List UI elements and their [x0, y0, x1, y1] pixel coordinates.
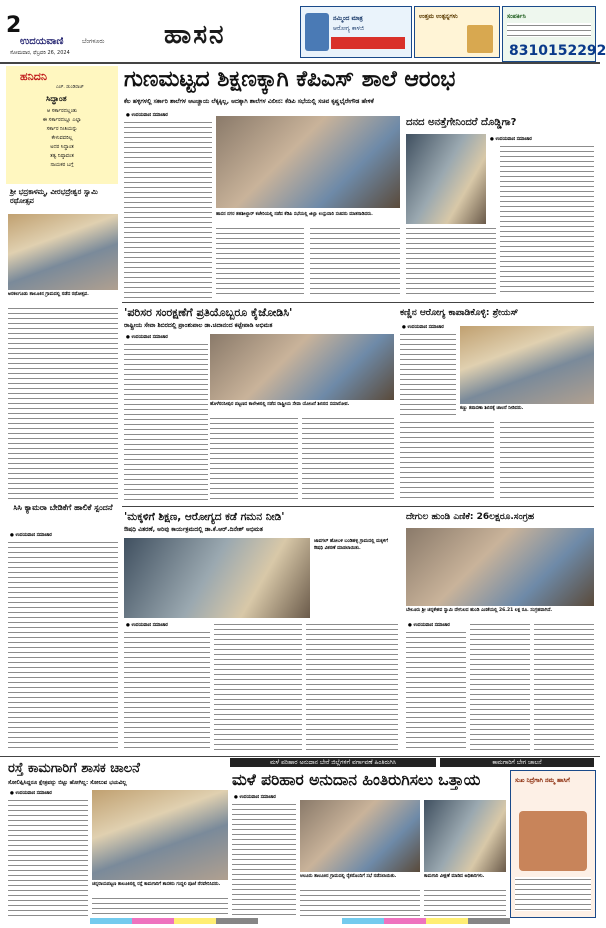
road-headline: ರಸ್ತೆ ಕಾಮಗಾರಿಗೆ ಶಾಸಕ ಚಾಲನೆ	[8, 761, 140, 776]
ad-text-1: ನಮ್ಮಿಂದ ಮಾತ್ರ	[333, 15, 363, 22]
money-body-col1	[406, 226, 496, 298]
edition-name: ಬೆಂಗಳೂರು	[82, 38, 105, 45]
poem-title: ಸಿದ್ಧಾಂತ	[46, 94, 67, 103]
divider-3	[0, 756, 600, 757]
temple-caption: ಅರಕಲಗೂಡು ತಾಲೂಕಿನ ಗ್ರಾಮದಲ್ಲಿ ನಡೆದ ರಥೋತ್ಸವ.	[8, 292, 89, 297]
divider-2	[122, 506, 594, 507]
road-subhead: ಸೋಲಿಪ್ಪಿಸಿದ್ದರೂ ಕ್ಷೇತ್ರವನ್ನು ಬಿಟ್ಟು ಹೋಗಿಲ್ಲ: ಸೋಲುವ ಭಯವಿಲ್ಲ	[8, 780, 127, 786]
cc-byline: ● ಉದಯವಾಣಿ ಸಮಾಚಾರ	[10, 533, 52, 538]
lead-subhead: ಕೆಲ ಹಳ್ಳಿಗಳಲ್ಲಿ ಸರ್ಕಾರಿ ಶಾಲೆಗಳ ಆಟಚ್ಚಾಯ ಲೆಕ್ಕಕ್ಕಿಲ್ಲ, ಅದಕ್ಕಾಗಿ ಶಾಲೆಗಳ ವಿಲೀನ: ಕೆಡಿಪಿ ಸಭೆಯಲ್ಲಿ ಸಚಿವ ಕೃಷ್ಣಭೈರೇಗೌಡ ಹೇಳಿಕೆ	[124, 98, 374, 105]
lead-headline: ಗುಣಮಟ್ಟದ ಶಿಕ್ಷಣಕ್ಕಾಗಿ ಕೆಪಿಎಸ್ ಶಾಲೆ ಆರಂಭ	[124, 67, 456, 92]
eye-headline: ಕಣ್ಣಿನ ಆರೋಗ್ಯ ಕಾಪಾಡಿಕೊಳ್ಳಿ: ಶ್ರೇಯಸ್	[400, 308, 519, 318]
lead-caption: ಹಾಸನ ನಗರ ತಹಶೀಲ್ದಾರ್ ಕಚೇರಿಯಲ್ಲಿ ನಡೆದ ಕೆಡಿಪಿ ಸಭೆಯಲ್ಲಿ ಜಿಲ್ಲಾ ಉಸ್ತುವಾರಿ ಸಚಿವರು ಮಾತನಾಡಿದರು.	[216, 212, 373, 217]
poem-line-1: ಆ ಸರ್ಕಾರದಲ್ಲಂತು	[46, 108, 78, 114]
hundi-body-col2	[470, 622, 530, 752]
poem-line-4: ಕೇಳುವವರಿಲ್ಲ	[51, 135, 73, 141]
column-byline: ಎಚ್. ಡುಂಡಿರಾಜ್	[56, 85, 84, 90]
temple-headline: ಶ್ರೀ ಭದ್ರಕಾಳಮ್ಮ, ವೀರಭದ್ರೇಶ್ವರ ಸ್ವಾಮಿ ರಥೋತ್ಸವ	[10, 188, 98, 205]
children-photo	[124, 538, 310, 618]
hundi-body-col3	[534, 622, 594, 752]
masthead	[0, 0, 606, 60]
temple-photo	[8, 214, 118, 290]
hundi-photo	[406, 528, 594, 606]
section-title: ಹಾಸನ	[164, 20, 226, 50]
children-photo-caption: ಜಾವಗಲ್ ಹೋಬಳಿ ಬಂಡಿಹಳ್ಳಿ ಗ್ರಾಮದಲ್ಲಿ ಮಕ್ಕಳಿಗೆ ಔಷಧಿ ವಿತರಣೆ ಮಾಡಲಾಯಿತು.	[314, 539, 388, 551]
page-number: 2	[6, 13, 22, 38]
top-ad-product	[414, 6, 500, 58]
hundi-body-col1	[406, 630, 466, 752]
poem-line-2: ಈ ಸರ್ಕಾರದಲ್ಲೂ ಎಲ್ಲಾ	[42, 117, 82, 123]
cc-body	[8, 540, 118, 750]
children-body-col2	[214, 622, 302, 752]
poem-line-5: ಅದರ ಸಿದ್ಧಾಂತ	[50, 144, 74, 150]
ad-text-3: ಉತ್ತಮ ಉತ್ಪನ್ನಗಳು	[419, 13, 458, 20]
cc-headline: ಸಿಸಿ ಕ್ಯಾಮರಾ ಬೇಡಿಕೆಗೆ ಹಾಲಿಕೆ ಸ್ಪಂದನೆ	[13, 503, 113, 512]
lead-body-col2	[216, 226, 304, 298]
hundi-headline: ದೇಗುಲ ಹುಂಡಿ ಎಣಿಕೆ: 26ಲಕ್ಷರೂ.ಸಂಗ್ರಹ	[406, 512, 535, 522]
masthead-rule	[0, 62, 600, 64]
ad-product-image	[467, 25, 493, 53]
eye-body-col2	[400, 420, 494, 502]
lead-photo	[216, 116, 400, 208]
rain-kicker: ಮಳೆ ಪರಿಹಾರ ಅನುದಾನ ಬೇರೆ ಜಿಲ್ಲೆಗಳಿಗೆ ವರ್ಗಾವಣೆ ಹಿಂತಿರುಗಿಸಿ	[230, 758, 436, 767]
environment-caption: ಹೊಳೆನರಸೀಪುರ ಪಟ್ಟಣದ ಕಾಲೇಜಿನಲ್ಲಿ ನಡೆದ ರಾಷ್ಟ್ರೀಯ ಸೇವಾ ಯೋಜನೆ ಶಿಬಿರದ ಸಮಾರೋಪ.	[210, 402, 350, 407]
bottom-right-ad	[510, 770, 596, 918]
eye-byline: ● ಉದಯವಾಣಿ ಸಮಾಚಾರ	[402, 325, 444, 330]
rain-body-col1	[232, 802, 296, 916]
money-photo	[406, 134, 486, 224]
eye-body-col3	[500, 420, 594, 502]
lead-byline: ● ಉದಯವಾಣಿ ಸಮಾಚಾರ	[126, 113, 168, 118]
ad-text-4: ಸಂಪರ್ಕಿಸಿ	[507, 13, 526, 20]
children-subhead: ಔಷಧಿ ವಿತರಣೆ, ಅರಿವು ಕಾರ್ಯಕ್ರಮದಲ್ಲಿ ಡಾ.ಕೆ.ಆರ್.ದಿನೇಶ್ ಅಭಿಮತ	[124, 526, 263, 533]
lead-body-col1	[124, 120, 212, 298]
top-ad-health	[300, 6, 412, 58]
paper-name: ಉದಯವಾಣಿ	[20, 36, 64, 47]
rain-photo-2	[424, 800, 506, 872]
rain-caption-2: ಕಾಮಗಾರಿ ವೀಕ್ಷಣೆ ಮಾಡಿದ ಅಧಿಕಾರಿಗಳು.	[424, 874, 485, 879]
children-body-col1	[124, 630, 210, 752]
eye-body-col1	[400, 332, 456, 416]
divider-1	[122, 302, 594, 303]
environment-body-col3	[302, 416, 394, 502]
ad-bottom-text: ಸುಖ ನಿದ್ರೆಗಾಗಿ ನಮ್ಮ ಹಾಸಿಗೆ	[515, 777, 570, 784]
poem-line-6: ತತ್ವ ನಿಷ್ಠಾವಂತ	[50, 153, 74, 159]
road-photo	[92, 790, 228, 880]
ad-icon	[305, 13, 329, 51]
temple-body	[8, 306, 118, 500]
registration-bar	[90, 918, 510, 924]
environment-headline: 'ಪರಿಸರ ಸಂರಕ್ಷಣೆಗೆ ಪ್ರತಿಯೊಬ್ಬರೂ ಕೈಜೋಡಿಸಿ'	[124, 306, 293, 319]
road-caption: ಚನ್ನರಾಯಪಟ್ಟಣ ತಾಲೂಕಿನಲ್ಲಿ ರಸ್ತೆ ಕಾಮಗಾರಿಗೆ ಶಾಸಕರು ಗುದ್ದಲಿ ಪೂಜೆ ನೆರವೇರಿಸಿದರು.	[92, 882, 221, 887]
environment-byline: ● ಉದಯವಾಣಿ ಸಮಾಚಾರ	[126, 335, 168, 340]
column-name: ಹನಿದನಿ	[20, 70, 47, 83]
eye-photo	[460, 326, 594, 404]
hundi-byline: ● ಉದಯವಾಣಿ ಸಮಾಚಾರ	[408, 623, 450, 628]
children-body-col3	[306, 622, 398, 752]
environment-body-col2	[210, 416, 298, 502]
rain-headline: ಮಳೆ ಪರಿಹಾರ ಅನುದಾನ ಹಿಂತಿರುಗಿಸಲು ಒತ್ತಾಯ	[232, 771, 481, 789]
money-headline: ದನದ ಅನತ್ತೆಗೇನಿಂದರೆ ದೊಡ್ಡಿಗಾ?	[406, 117, 517, 128]
poem-line-3: ಸರ್ಕಾರ ನೀತಿಯನ್ನು	[46, 126, 78, 132]
road-body	[8, 798, 88, 916]
lead-body-col3	[310, 226, 400, 298]
children-byline: ● ಉದಯವಾಣಿ ಸಮಾಚಾರ	[126, 623, 168, 628]
money-byline: ● ಉದಯವಾಣಿ ಸಮಾಚಾರ	[490, 137, 532, 142]
rain-photo-1	[300, 800, 420, 872]
ad-text-block	[507, 23, 591, 37]
ad-bottom-lines	[515, 877, 591, 911]
money-body-col2	[500, 144, 594, 294]
top-ad-contact	[502, 6, 606, 62]
rain-body-col3	[424, 888, 506, 916]
ad-phone: 8310152292	[509, 43, 606, 59]
rain-caption-1: ಆಲೂರು ತಾಲೂಕಿನ ಗ್ರಾಮದಲ್ಲಿ ರೈತರೊಂದಿಗೆ ಸಭೆ ನಡೆಸಲಾಯಿತು.	[300, 874, 397, 879]
rain-byline: ● ಉದಯವಾಣಿ ಸಮಾಚಾರ	[234, 795, 276, 800]
column-box	[6, 66, 118, 184]
ad-text-2: ಆರೋಗ್ಯ ಕಾಳಜಿ	[333, 25, 365, 32]
poem-line-7: ನಾಯಕರ ಬಗ್ಗೆ	[50, 162, 74, 168]
ad-bottom-image	[519, 811, 587, 871]
road-body-2	[92, 896, 228, 918]
rain-body-col2	[300, 888, 420, 916]
hundi-caption: ಬೇಲೂರು ಶ್ರೀ ಚನ್ನಕೇಶವ ಸ್ವಾಮಿ ದೇಗುಲದ ಹುಂಡಿ ಎಣಿಕೆಯಲ್ಲಿ 26.21 ಲಕ್ಷ ರೂ. ಸಂಗ್ರಹವಾಗಿದೆ.	[406, 608, 553, 613]
ad-banner	[331, 37, 405, 49]
environment-photo	[210, 334, 394, 400]
eye-caption: ಕಣ್ಣು ತಪಾಸಣಾ ಶಿಬಿರಕ್ಕೆ ಚಾಲನೆ ನೀಡಿದರು.	[460, 406, 524, 411]
children-headline: 'ಮಕ್ಕಳಿಗೆ ಶಿಕ್ಷಣ, ಆರೋಗ್ಯದ ಕಡೆ ಗಮನ ನೀಡಿ'	[124, 511, 285, 523]
environment-subhead: ರಾಷ್ಟ್ರೀಯ ಸೇವಾ ಶಿಬಿರದಲ್ಲಿ ಪ್ರಾಂಶುಪಾಲ ಡಾ.ಚಿದಾನಂದ ಕಟ್ಟೇಪಾಡಿ ಅಭಿಮತ	[124, 322, 273, 329]
environment-body-col1	[124, 342, 208, 502]
date-line: ಸೋಮವಾರ, ಫೆಬ್ರವರಿ 26, 2024	[10, 50, 70, 56]
rain-kicker-2: ಕಾಮಗಾರಿಗೆ ಬೇಗ ಚಾಲನೆ	[440, 758, 594, 767]
road-byline: ● ಉದಯವಾಣಿ ಸಮಾಚಾರ	[10, 791, 52, 796]
